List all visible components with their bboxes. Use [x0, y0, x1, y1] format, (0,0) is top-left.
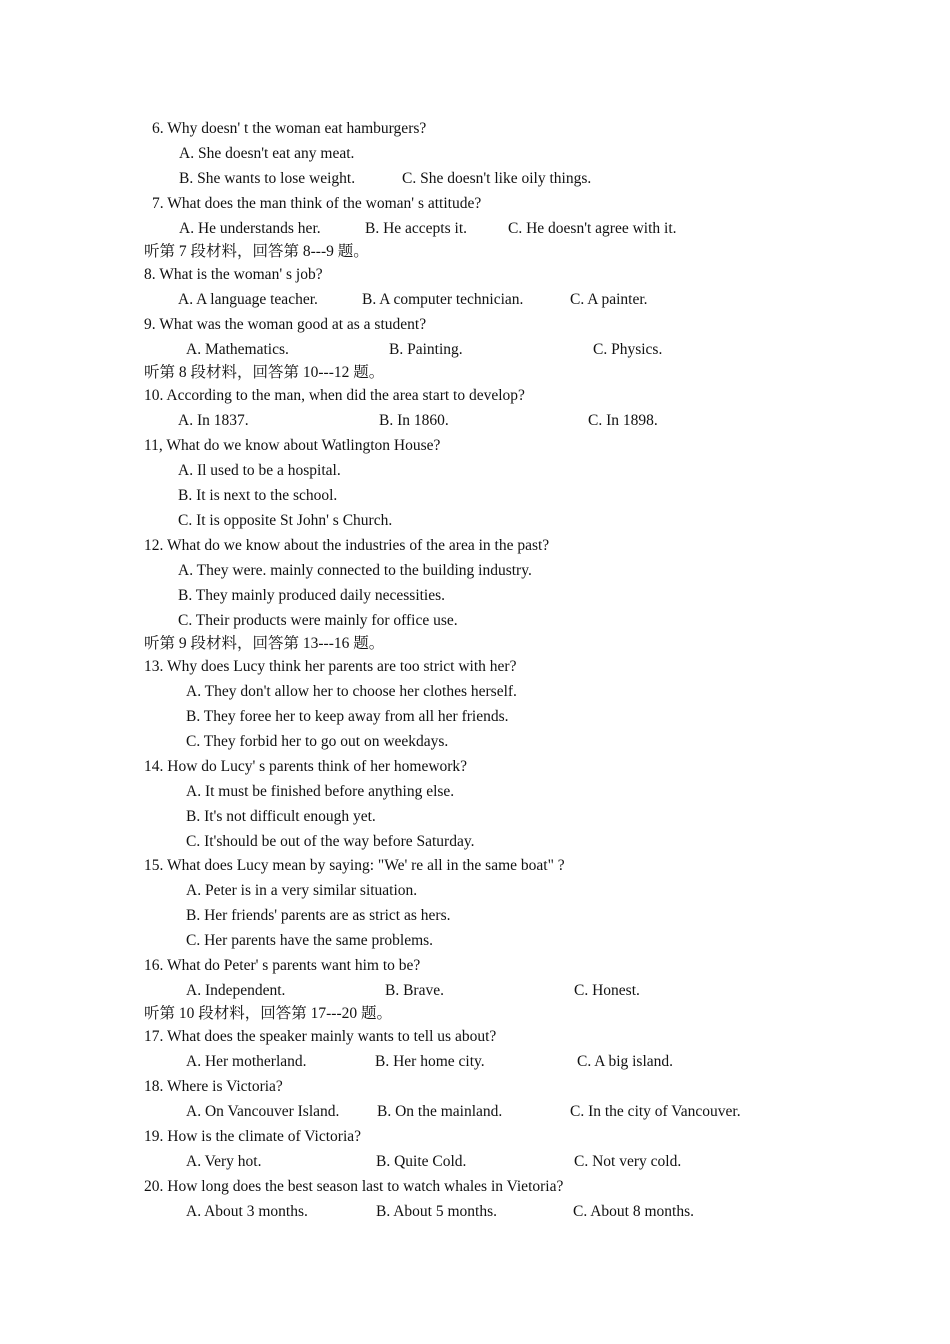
question-6-option-c: C. She doesn't like oily things. [402, 170, 592, 187]
section-header-7: 听第 7 段材料，回答第 8---9 题。 [144, 243, 369, 260]
question-11-option-c: C. It is opposite St John' s Church. [178, 512, 393, 529]
section-header-9: 听第 9 段材料，回答第 13---16 题。 [144, 635, 385, 652]
question-6-stem: 6. Why doesn' t the woman eat hamburgers? [152, 120, 427, 137]
question-17-option-b: B. Her home city. [375, 1053, 485, 1070]
question-17-option-a: A. Her motherland. [186, 1053, 307, 1070]
question-17-stem: 17. What does the speaker mainly wants to tell us about? [144, 1028, 497, 1045]
question-14-option-c: C. It'should be out of the way before Saturday. [186, 833, 475, 850]
question-7-option-c: C. He doesn't agree with it. [508, 220, 677, 237]
question-8-option-b: B. A computer technician. [362, 291, 524, 308]
question-20-option-a: A. About 3 months. [186, 1203, 308, 1220]
question-15-option-b: B. Her friends' parents are as strict as hers. [186, 907, 451, 924]
question-10-option-c: C. In 1898. [588, 412, 658, 429]
question-10-option-b: B. In 1860. [379, 412, 449, 429]
question-9-option-c: C. Physics. [593, 341, 663, 358]
question-8-option-c: C. A painter. [570, 291, 648, 308]
question-18-option-a: A. On Vancouver Island. [186, 1103, 340, 1120]
question-19-stem: 19. How is the climate of Victoria? [144, 1128, 362, 1145]
question-19-option-a: A. Very hot. [186, 1153, 262, 1170]
question-18-option-c: C. In the city of Vancouver. [570, 1103, 741, 1120]
question-18-stem: 18. Where is Victoria? [144, 1078, 283, 1095]
question-19-option-c: C. Not very cold. [574, 1153, 682, 1170]
question-6-option-b: B. She wants to lose weight. [179, 170, 356, 187]
question-20-stem: 20. How long does the best season last to watch whales in Vietoria? [144, 1178, 564, 1195]
question-20-option-c: C. About 8 months. [573, 1203, 695, 1220]
question-7-stem: 7. What does the man think of the woman' s attitude? [152, 195, 482, 212]
question-19-option-b: B. Quite Cold. [376, 1153, 467, 1170]
question-10-stem: 10. According to the man, when did the area start to develop? [144, 387, 525, 404]
question-12-option-b: B. They mainly produced daily necessities. [178, 587, 446, 604]
question-20-option-b: B. About 5 months. [376, 1203, 498, 1220]
question-13-option-a: A. They don't allow her to choose her clothes herself. [186, 683, 517, 700]
question-11-option-a: A. Il used to be a hospital. [178, 462, 341, 479]
question-17-option-c: C. A big island. [577, 1053, 674, 1070]
question-9-stem: 9. What was the woman good at as a student? [144, 316, 427, 333]
question-15-stem: 15. What does Lucy mean by saying: "We' re all in the same boat" ? [144, 857, 565, 874]
question-15-option-a: A. Peter is in a very similar situation. [186, 882, 418, 899]
question-15-option-c: C. Her parents have the same problems. [186, 932, 434, 949]
question-14-option-b: B. It's not difficult enough yet. [186, 808, 376, 825]
question-18-option-b: B. On the mainland. [377, 1103, 503, 1120]
question-14-option-a: A. It must be finished before anything else. [186, 783, 455, 800]
question-12-stem: 12. What do we know about the industries of the area in the past? [144, 537, 550, 554]
question-16-stem: 16. What do Peter' s parents want him to be? [144, 957, 421, 974]
question-11-option-b: B. It is next to the school. [178, 487, 338, 504]
section-header-10: 听第 10 段材料，回答第 17---20 题。 [144, 1005, 392, 1022]
question-16-option-b: B. Brave. [385, 982, 444, 999]
section-header-8: 听第 8 段材料，回答第 10---12 题。 [144, 364, 385, 381]
question-7-option-a: A. He understands her. [179, 220, 321, 237]
question-13-option-c: C. They forbid her to go out on weekdays. [186, 733, 449, 750]
question-8-option-a: A. A language teacher. [178, 291, 318, 308]
question-14-stem: 14. How do Lucy' s parents think of her homework? [144, 758, 468, 775]
question-13-option-b: B. They foree her to keep away from all her friends. [186, 708, 509, 725]
question-7-option-b: B. He accepts it. [365, 220, 468, 237]
question-13-stem: 13. Why does Lucy think her parents are too strict with her? [144, 658, 517, 675]
question-10-option-a: A. In 1837. [178, 412, 249, 429]
question-16-option-c: C. Honest. [574, 982, 640, 999]
question-9-option-a: A. Mathematics. [186, 341, 289, 358]
question-12-option-a: A. They were. mainly connected to the building industry. [178, 562, 532, 579]
question-8-stem: 8. What is the woman' s job? [144, 266, 323, 283]
question-6-option-a: A. She doesn't eat any meat. [179, 145, 355, 162]
question-9-option-b: B. Painting. [389, 341, 463, 358]
question-12-option-c: C. Their products were mainly for office use. [178, 612, 458, 629]
question-11-stem: 11, What do we know about Watlington House? [144, 437, 441, 454]
question-16-option-a: A. Independent. [186, 982, 286, 999]
